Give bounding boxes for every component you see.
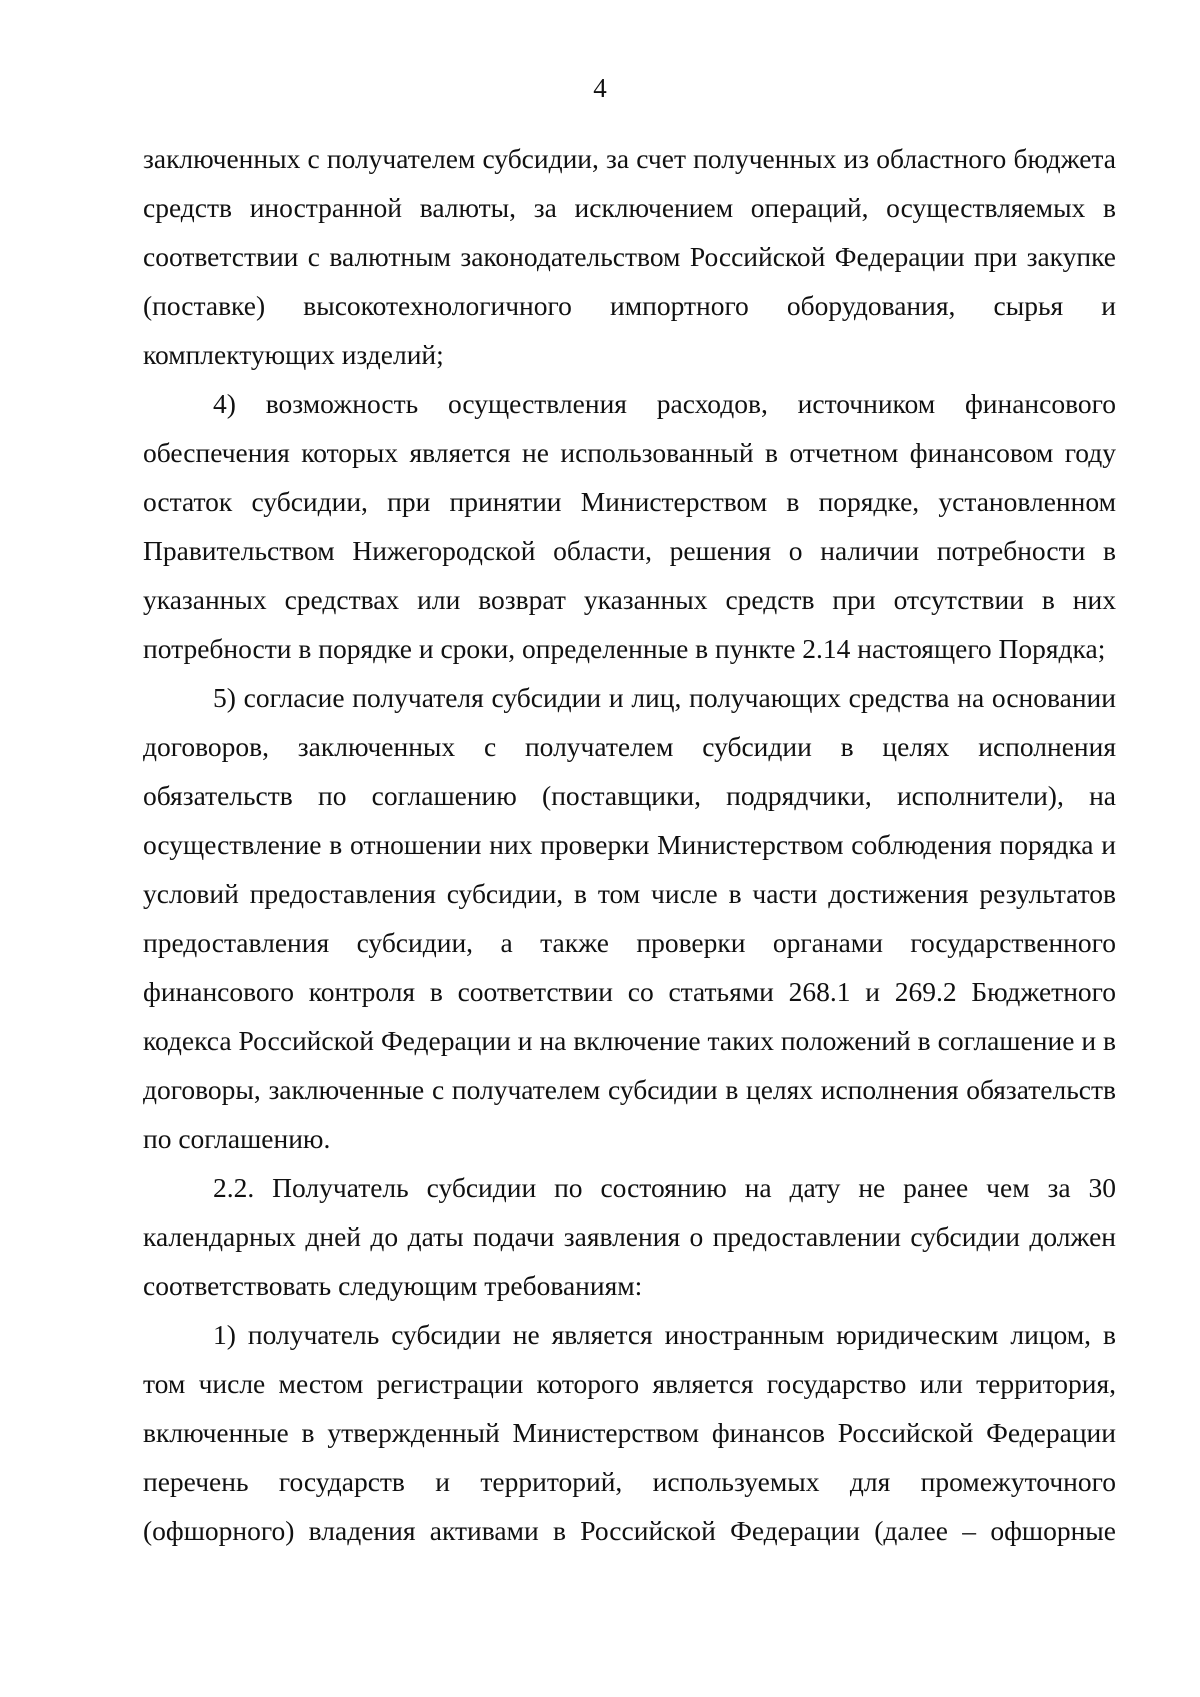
document-body bbox=[143, 134, 1116, 1555]
paragraph-item-4: 4) возможность осуществления расходов, источником финансового обеспечения которых является не использованный в отчетном финансовом году остаток субсидии, при принятии Министерством в порядке, установленном Правительством Нижегородской области, решения о наличии потребности в указанных средствах или возврат указанных средств при отсутствии в них потребности в порядке и сроки, определенные в пункте 2.14 настоящего Порядка; bbox=[143, 388, 1116, 664]
paragraph-requirement-1: 1) получатель субсидии не является иностранным юридическим лицом, в том числе местом регистрации которого является государство или территория, включенные в утвержденный Министерством финансов Российской Федерации перечень государств и территорий, используемых для промежуточного (офшорного) владения активами в Российской Федерации (далее – офшорные bbox=[143, 1319, 1116, 1546]
paragraph-item-5: 5) согласие получателя субсидии и лиц, получающих средства на основании договоров, заключенных с получателем субсидии в целях исполнения обязательств по соглашению (поставщики, подрядчики, исполнители), на осуществление в отношении них проверки Министерством соблюдения порядка и условий предоставления субсидии, в том числе в части достижения результатов предоставления субсидии, а также проверки органами государственного финансового контроля в соответствии со статьями 268.1 и 269.2 Бюджетного кодекса Российской Федерации и на включение таких положений в соглашение и в договоры, заключенные с получателем субсидии в целях исполнения обязательств по соглашению. bbox=[143, 682, 1116, 1154]
paragraph-section-2-2: 2.2. Получатель субсидии по состоянию на дату не ранее чем за 30 календарных дней до даты подачи заявления о предоставлении субсидии должен соответствовать следующим требованиям: bbox=[143, 1172, 1116, 1301]
paragraph-continuation: заключенных с получателем субсидии, за счет полученных из областного бюджета средств иностранной валюты, за исключением операций, осуществляемых в соответствии с валютным законодательством Российской Федерации при закупке (поставке) высокотехнологичного импортного оборудования, сырья и комплектующих изделий; bbox=[143, 143, 1116, 370]
page-number: 4 bbox=[593, 73, 607, 103]
